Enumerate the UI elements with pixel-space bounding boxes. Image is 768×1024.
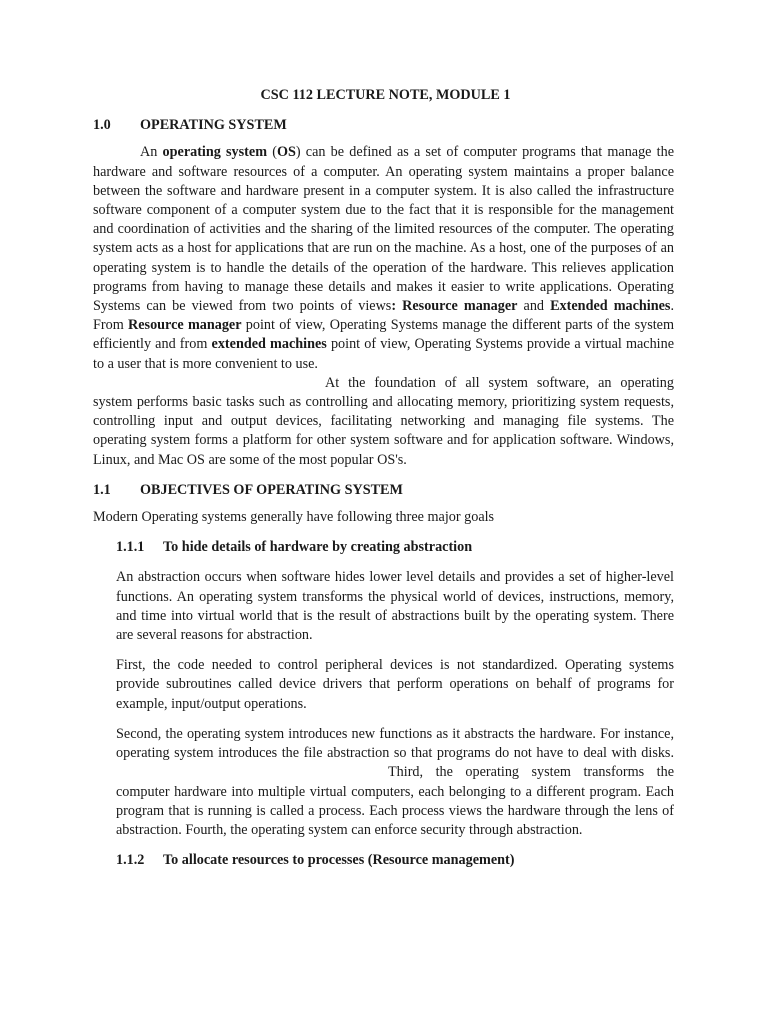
subsection-number: 1.1.1 [116, 539, 145, 556]
objectives-intro: Modern Operating systems generally have following three major goals [93, 509, 495, 526]
section-heading-1-0 [93, 116, 674, 135]
subsection-1-1-1 [116, 538, 674, 840]
virtual-computers-paragraph: Second, the operating system introduces new functions as it abstracts the hardware. For instance, operating system introduces the file abstraction so that programs do not have to deal with disks.Third, the operating system transforms the computer hardware into multiple virtual computers, each belonging to a different program. Each program that is running is called a process. Each process views the hardware through the lens of abstraction. Fourth, the operating system can enforce security through abstraction. [116, 725, 674, 838]
section-number: 1.1 [93, 481, 111, 498]
subsection-title: To hide details of hardware by creating abstraction [163, 539, 473, 556]
device-drivers-paragraph: First, the code needed to control peripheral devices is not standardized. Operating systems provide subroutines called device drivers that perform operations on behalf of programs for example, input/output operations. [116, 657, 674, 712]
section-number: 1.0 [93, 117, 111, 134]
abstraction-paragraph: An abstraction occurs when software hides lower level details and provides a set of higher-level functions. An operating system transforms the physical world of devices, instructions, memory, and time into virtual world that is the result of abstractions built by the operating system. There are several reasons for abstraction. [116, 569, 674, 644]
os-definition-paragraph: An operating system (OS) can be defined as a set of computer programs that manage the hardware and software resources of a computer. An operating system maintains a proper balance between the software and hardware present in a computer system. It is also called the infrastructure software component of a computer system due to the fact that it is responsible for the management and coordination of activities and the sharing of the limited resources of the computer. The operating system acts as a host for applications that are run on the machine. As a host, one of the purposes of an operating system is to handle the details of the operation of the hardware. This relieves application programs from having to manage these details and makes it easier to write applications. Operating Systems can be viewed from two points of views: Resource manager and Extended machines. From Resource manager point of view, Operating Systems manage the different parts of the system efficiently and from extended machines point of view, Operating Systems provide a virtual machine to a user that is more convenient to use. [93, 144, 675, 372]
document-page [93, 86, 674, 881]
subsection-number: 1.1.2 [116, 852, 145, 869]
section-title: OPERATING SYSTEM [140, 117, 287, 134]
subsection-heading-1-1-1 [116, 538, 674, 557]
subsection-heading-1-1-2 [116, 851, 674, 870]
section-title: OBJECTIVES OF OPERATING SYSTEM [140, 481, 403, 498]
document-title: CSC 112 LECTURE NOTE, MODULE 1 [260, 87, 511, 103]
subsection-title: To allocate resources to processes (Resource management) [163, 852, 515, 869]
section-heading-1-1 [93, 481, 674, 500]
subsection-1-1-2 [116, 851, 674, 870]
os-foundation-paragraph: At the foundation of all system software, an operating system performs basic tasks such as controlling and allocating memory, prioritizing system requests, controlling input and output devices, facilitating networking and managing file systems. The operating system forms a platform for other system software and for application software. Windows, Linux, and Mac OS are some of the most popular OS's. [93, 374, 674, 468]
